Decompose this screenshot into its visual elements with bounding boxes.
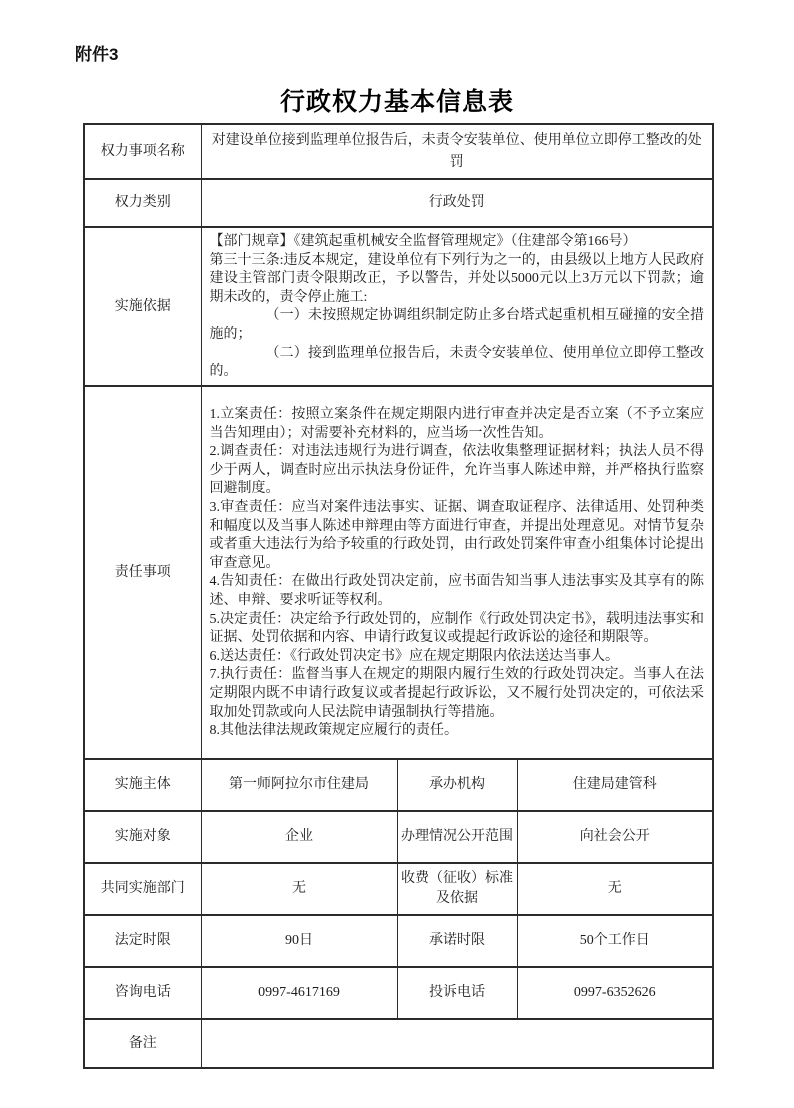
target-label: 实施对象: [84, 811, 201, 863]
complaint-phone-label: 投诉电话: [397, 967, 517, 1019]
power-name-label: 权力事项名称: [84, 124, 201, 179]
handling-agency-label: 承办机构: [397, 759, 517, 811]
disclosure-scope-label: 办理情况公开范围: [397, 811, 517, 863]
duty-item: 7.执行责任：监督当事人在规定的期限内履行生效的行政处罚决定。当事人在法定期限内既不申请行政复议或者提起行政诉讼，又不履行处罚决定的，可依法采取加处罚款或向人民法院申请强制执行等措施。: [209, 667, 704, 720]
legal-time-limit-value: 90日: [201, 915, 397, 967]
basis-paragraph: 【部门规章】《建筑起重机械安全监督管理规定》（住建部令第166号）: [209, 234, 637, 249]
remark-label: 备注: [84, 1019, 201, 1068]
promised-time-limit-value: 50个工作日: [517, 915, 713, 967]
disclosure-scope-value: 向社会公开: [517, 811, 713, 863]
table-row-power-name: [84, 124, 713, 179]
table-row-phones: [84, 967, 713, 1019]
remark-value: [201, 1019, 713, 1068]
consult-phone-value: 0997-4617169: [201, 967, 397, 1019]
implementer-label: 实施主体: [84, 759, 201, 811]
table-row-remark: [84, 1019, 713, 1068]
complaint-phone-value: 0997-6352626: [517, 967, 713, 1019]
target-value: 企业: [201, 811, 397, 863]
consult-phone-label: 咨询电话: [84, 967, 201, 1019]
basis-paragraph: （二）接到监理单位报告后，未责令安装单位、使用单位立即停工整改的。: [209, 345, 704, 380]
attachment-label: 附件3: [75, 45, 119, 64]
implementer-value: 第一师阿拉尔市住建局: [201, 759, 397, 811]
table-row-target: [84, 811, 713, 863]
table-row-duties: [84, 386, 713, 759]
duty-item: 8.其他法律法规政策规定应履行的责任。: [209, 723, 458, 739]
basis-value: [201, 227, 713, 386]
table-row-time-limit: [84, 915, 713, 967]
duties-label: 责任事项: [84, 386, 201, 759]
duty-item: 3.审查责任：应当对案件违法事实、证据、调查取证程序、法律适用、处罚种类和幅度以及当事人陈述申辩理由等方面进行审查，并提出处理意见。对情节复杂或者重大违法行为给予较重的行政处罚，由行政处罚案件审查小组集体讨论提出审查意见。: [209, 499, 704, 571]
table-row-joint-dept: [84, 863, 713, 915]
table-row-implementer: [84, 759, 713, 811]
power-name-value: 对建设单位接到监理单位报告后，未责令安装单位、使用单位立即停工整改的处罚: [201, 124, 713, 179]
promised-time-limit-label: 承诺时限: [397, 915, 517, 967]
duty-item: 1.立案责任：按照立案条件在规定期限内进行审查并决定是否立案（不予立案应当告知理由）；对需要补充材料的，应当场一次性告知。: [209, 406, 704, 441]
handling-agency-value: 住建局建管科: [517, 759, 713, 811]
power-category-label: 权力类别: [84, 179, 201, 227]
table-row-power-category: [84, 179, 713, 227]
admin-power-info-table: [83, 123, 714, 1069]
duty-item: 2.调查责任：对违法违规行为进行调查，依法收集整理证据材料；执法人员不得少于两人，调查时应出示执法身份证件，允许当事人陈述申辩，并严格执行监察回避制度。: [209, 444, 704, 497]
legal-time-limit-label: 法定时限: [84, 915, 201, 967]
basis-paragraph: 第三十三条:违反本规定，建设单位有下列行为之一的，由县级以上地方人民政府建设主管部门责令限期改正，予以警告，并处以5000元以上3万元以下罚款；逾期未改的，责令停止施工:: [209, 252, 704, 305]
duty-item: 6.送达责任：《行政处罚决定书》应在规定期限内依法送达当事人。: [209, 648, 619, 664]
table-row-basis: [84, 227, 713, 386]
page-title: 行政权力基本信息表: [279, 89, 514, 116]
duty-item: 5.决定责任：决定给予行政处罚的，应制作《行政处罚决定书》，载明违法事实和证据、处罚依据和内容、申请行政复议或提起行政诉讼的途径和期限等。: [209, 611, 704, 646]
basis-label: 实施依据: [84, 227, 201, 386]
basis-paragraph: （一）未按照规定协调组织制定防止多台塔式起重机相互碰撞的安全措施的；: [209, 308, 704, 343]
duties-value: [201, 386, 713, 759]
duty-item: 4.告知责任：在做出行政处罚决定前，应书面告知当事人违法事实及其享有的陈述、申辩、要求听证等权利。: [209, 574, 704, 608]
joint-dept-value: 无: [201, 863, 397, 915]
fee-standard-value: 无: [517, 863, 713, 915]
power-category-value: 行政处罚: [201, 179, 713, 227]
fee-standard-label: 收费（征收）标准及依据: [397, 863, 517, 915]
joint-dept-label: 共同实施部门: [84, 863, 201, 915]
